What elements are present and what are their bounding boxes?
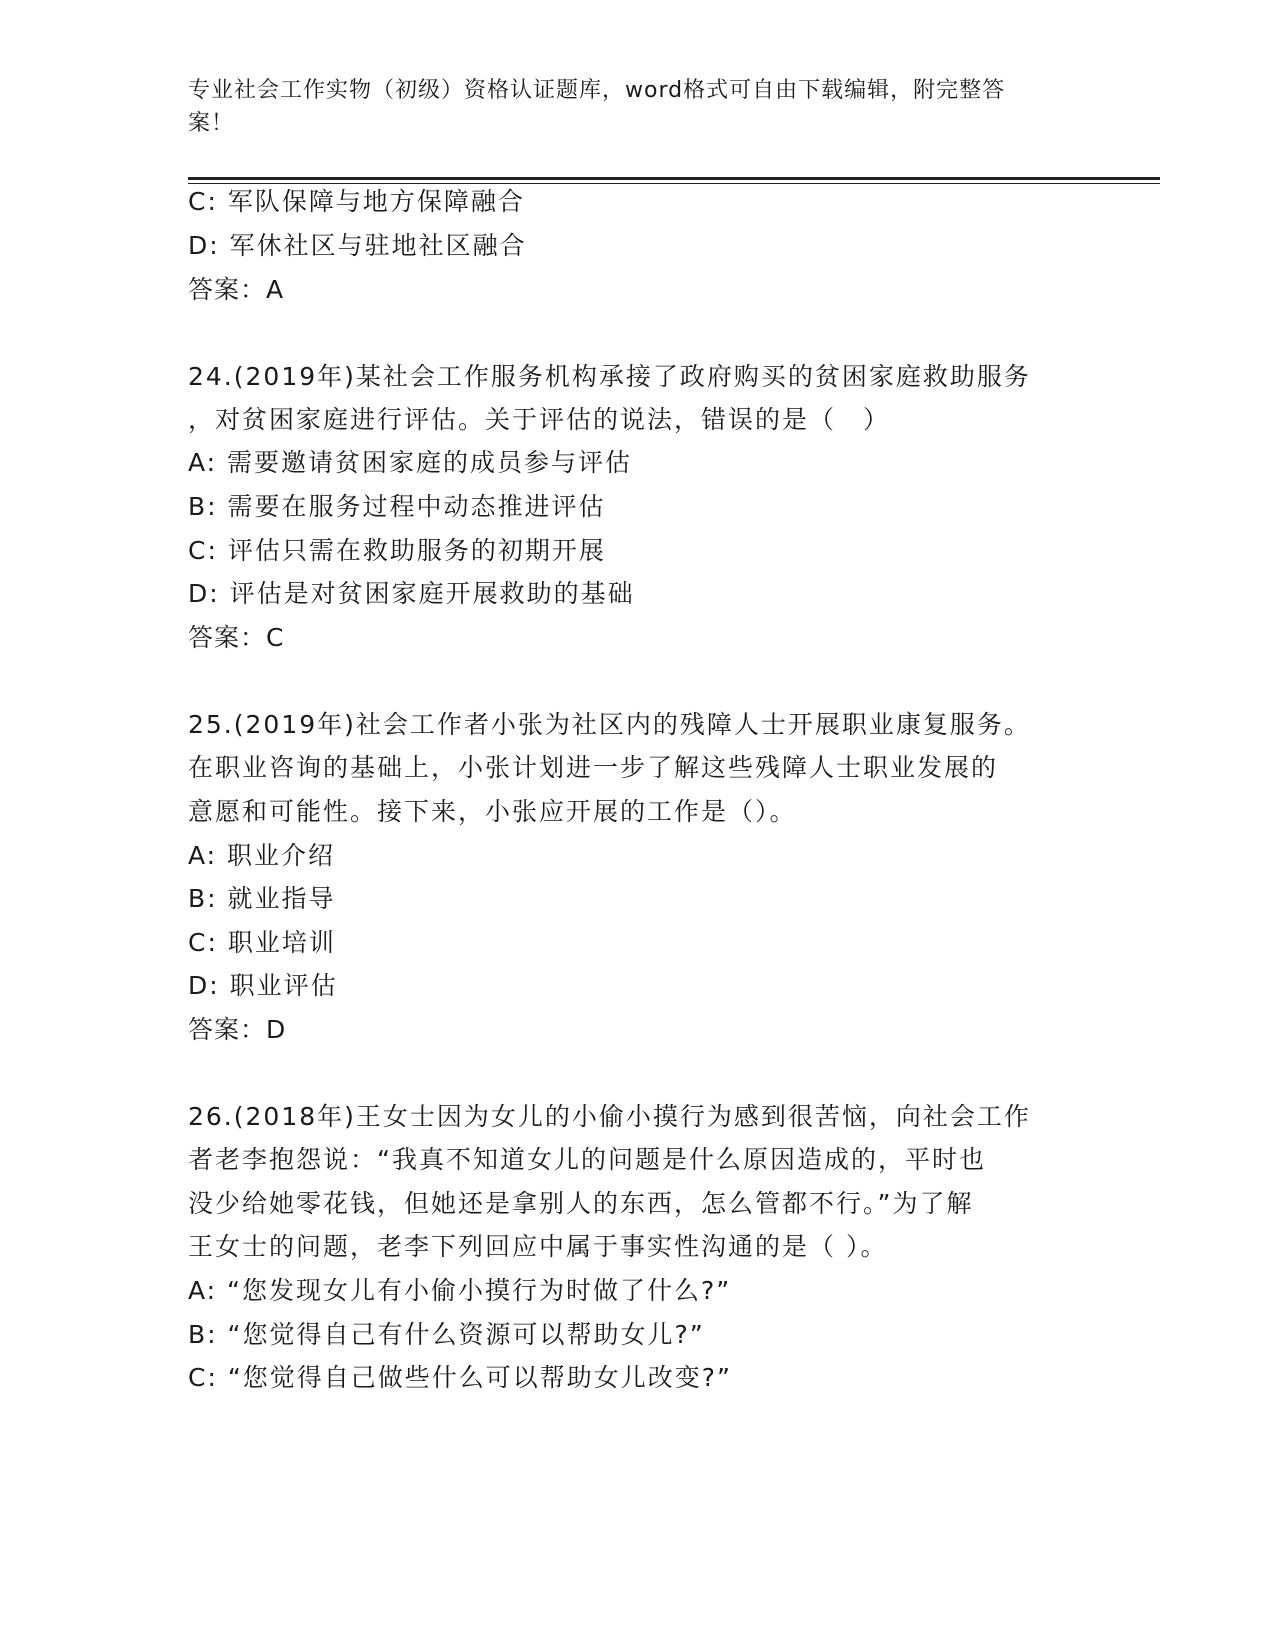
q23-option-d: D: 军休社区与驻地社区融合 <box>188 231 527 260</box>
header-line-2: 案！ <box>188 111 235 136</box>
q25-stem-line-1: 25.(2019年)社会工作者小张为社区内的残障人士开展职业康复服务。 <box>188 710 1031 739</box>
header-rule-thick <box>188 177 1160 180</box>
q25-option-c: C: 职业培训 <box>188 928 336 957</box>
header-line-1: 专业社会工作实物（初级）资格认证题库，word格式可自由下载编辑，附完整答 <box>188 78 1006 103</box>
q26-stem-line-2: 者老李抱怨说：“我真不知道女儿的问题是什么原因造成的，平时也 <box>188 1145 986 1174</box>
q26-option-c: C: “您觉得自己做些什么可以帮助女儿改变?” <box>188 1363 732 1392</box>
q26-stem-line-1: 26.(2018年)王女士因为女儿的小偷小摸行为感到很苦恼，向社会工作 <box>188 1102 1031 1131</box>
q25-stem-line-2: 在职业咨询的基础上，小张计划进一步了解这些残障人士职业发展的 <box>188 753 999 782</box>
q24-option-b: B: 需要在服务过程中动态推进评估 <box>188 492 606 521</box>
q25-answer: 答案：D <box>188 1015 287 1044</box>
q24-option-d: D: 评估是对贫困家庭开展救助的基础 <box>188 579 635 608</box>
q26-stem-line-4: 王女士的问题，老李下列回应中属于事实性沟通的是（ ）。 <box>188 1232 888 1261</box>
header-rule-thin <box>188 183 1160 184</box>
q24-option-c: C: 评估只需在救助服务的初期开展 <box>188 536 606 565</box>
q26-option-a: A: “您发现女儿有小偷小摸行为时做了什么?” <box>188 1276 732 1305</box>
q23-option-c: C: 军队保障与地方保障融合 <box>188 187 525 216</box>
q24-answer: 答案：C <box>188 623 285 652</box>
q26-option-b: B: “您觉得自己有什么资源可以帮助女儿?” <box>188 1320 705 1349</box>
q24-stem-line-1: 24.(2019年)某社会工作服务机构承接了政府购买的贫困家庭救助服务 <box>188 362 1031 391</box>
q24-option-a: A: 需要邀请贫困家庭的成员参与评估 <box>188 448 633 477</box>
q25-option-a: A: 职业介绍 <box>188 841 336 870</box>
q26-stem-line-3: 没少给她零花钱，但她还是拿别人的东西，怎么管都不行。”为了解 <box>188 1189 974 1218</box>
q25-option-b: B: 就业指导 <box>188 884 336 913</box>
q25-stem-line-3: 意愿和可能性。接下来，小张应开展的工作是（）。 <box>188 797 797 826</box>
q23-answer: 答案：A <box>188 275 285 304</box>
q25-option-d: D: 职业评估 <box>188 971 338 1000</box>
document-header <box>188 74 1078 140</box>
q24-stem-line-2: ，对贫困家庭进行评估。关于评估的说法，错误的是（ ） <box>188 405 891 434</box>
